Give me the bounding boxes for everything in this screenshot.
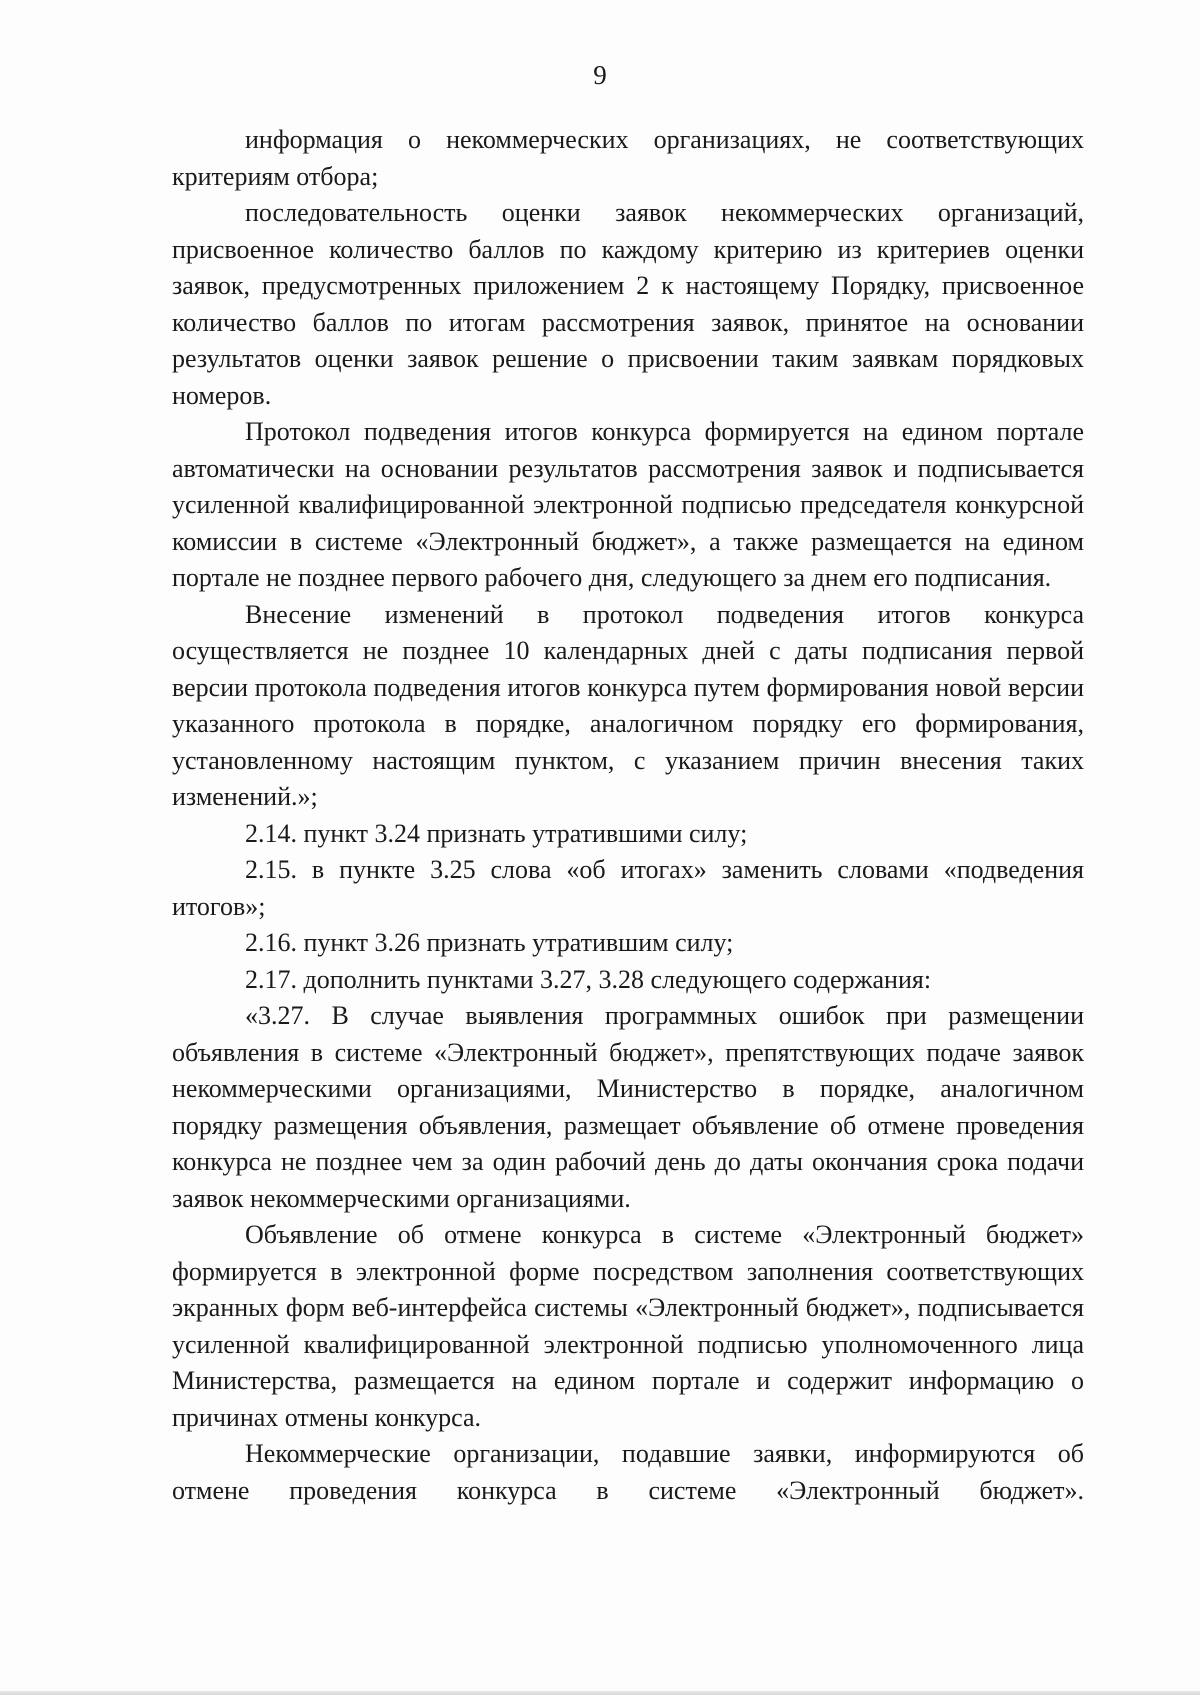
paragraph-4: Внесение изменений в протокол подведения итогов конкурса осуществляется не позднее 10 календарных дней с даты подписания первой версии протокола подведения итогов конкурса путем формирования новой версии указанного протокола в порядке, аналогичном порядку его формирования, установленному настоящим пунктом, с указанием причин внесения таких изменений.»; bbox=[172, 599, 1084, 811]
paragraph-5: 2.14. пункт 3.24 признать утратившими силу; bbox=[245, 818, 748, 848]
page-number: 9 bbox=[593, 60, 607, 90]
paragraph-6: 2.15. в пункте 3.25 слова «об итогах» заменить словами «подведения итогов»; bbox=[172, 855, 1084, 921]
paragraph-9: «3.27. В случае выявления программных ошибок при размещении объявления в системе «Электронный бюджет», препятствующих подаче заявок некоммерческими организациями, Министерство в порядке, аналогичном порядку размещения объявления, размещает объявление об отмене проведения конкурса не позднее чем за один рабочий день до даты окончания срока подачи заявок некоммерческими организациями. bbox=[172, 1001, 1084, 1213]
paragraph-10: Объявление об отмене конкурса в системе «Электронный бюджет» формируется в электронной форме посредством заполнения соответствующих экранных форм веб-интерфейса системы «Электронный бюджет», подписывается усиленной квалифицированной электронной подписью уполномоченного лица Министерства, размещается на едином портале и содержит информацию о причинах отмены конкурса. bbox=[172, 1220, 1084, 1432]
paragraph-8: 2.17. дополнить пунктами 3.27, 3.28 следующего содержания: bbox=[245, 964, 932, 994]
paragraph-2: последовательность оценки заявок некоммерческих организаций, присвоенное количество баллов по каждому критерию из критериев оценки заявок, предусмотренных приложением 2 к настоящему Порядку, присвоенное количество баллов по итогам рассмотрения заявок, принятое на основании результатов оценки заявок решение о присвоении таким заявкам порядковых номеров. bbox=[172, 198, 1084, 410]
paragraph-3: Протокол подведения итогов конкурса формируется на едином портале автоматически на основании результатов рассмотрения заявок и подписывается усиленной квалифицированной электронной подписью председателя конкурсной комиссии в системе «Электронный бюджет», а также размещается на едином портале не позднее первого рабочего дня, следующего за днем его подписания. bbox=[172, 417, 1084, 592]
document-body bbox=[172, 122, 1084, 1509]
paragraph-11: Некоммерческие организации, подавшие заявки, информируются об отмене проведения конкурса в системе «Электронный бюджет». bbox=[172, 1439, 1084, 1505]
paragraph-7: 2.16. пункт 3.26 признать утратившим силу; bbox=[245, 928, 734, 957]
paragraph-1: информация о некоммерческих организациях, не соответствующих критериям отбора; bbox=[172, 125, 1084, 191]
scan-bottom-edge bbox=[0, 1691, 1200, 1695]
